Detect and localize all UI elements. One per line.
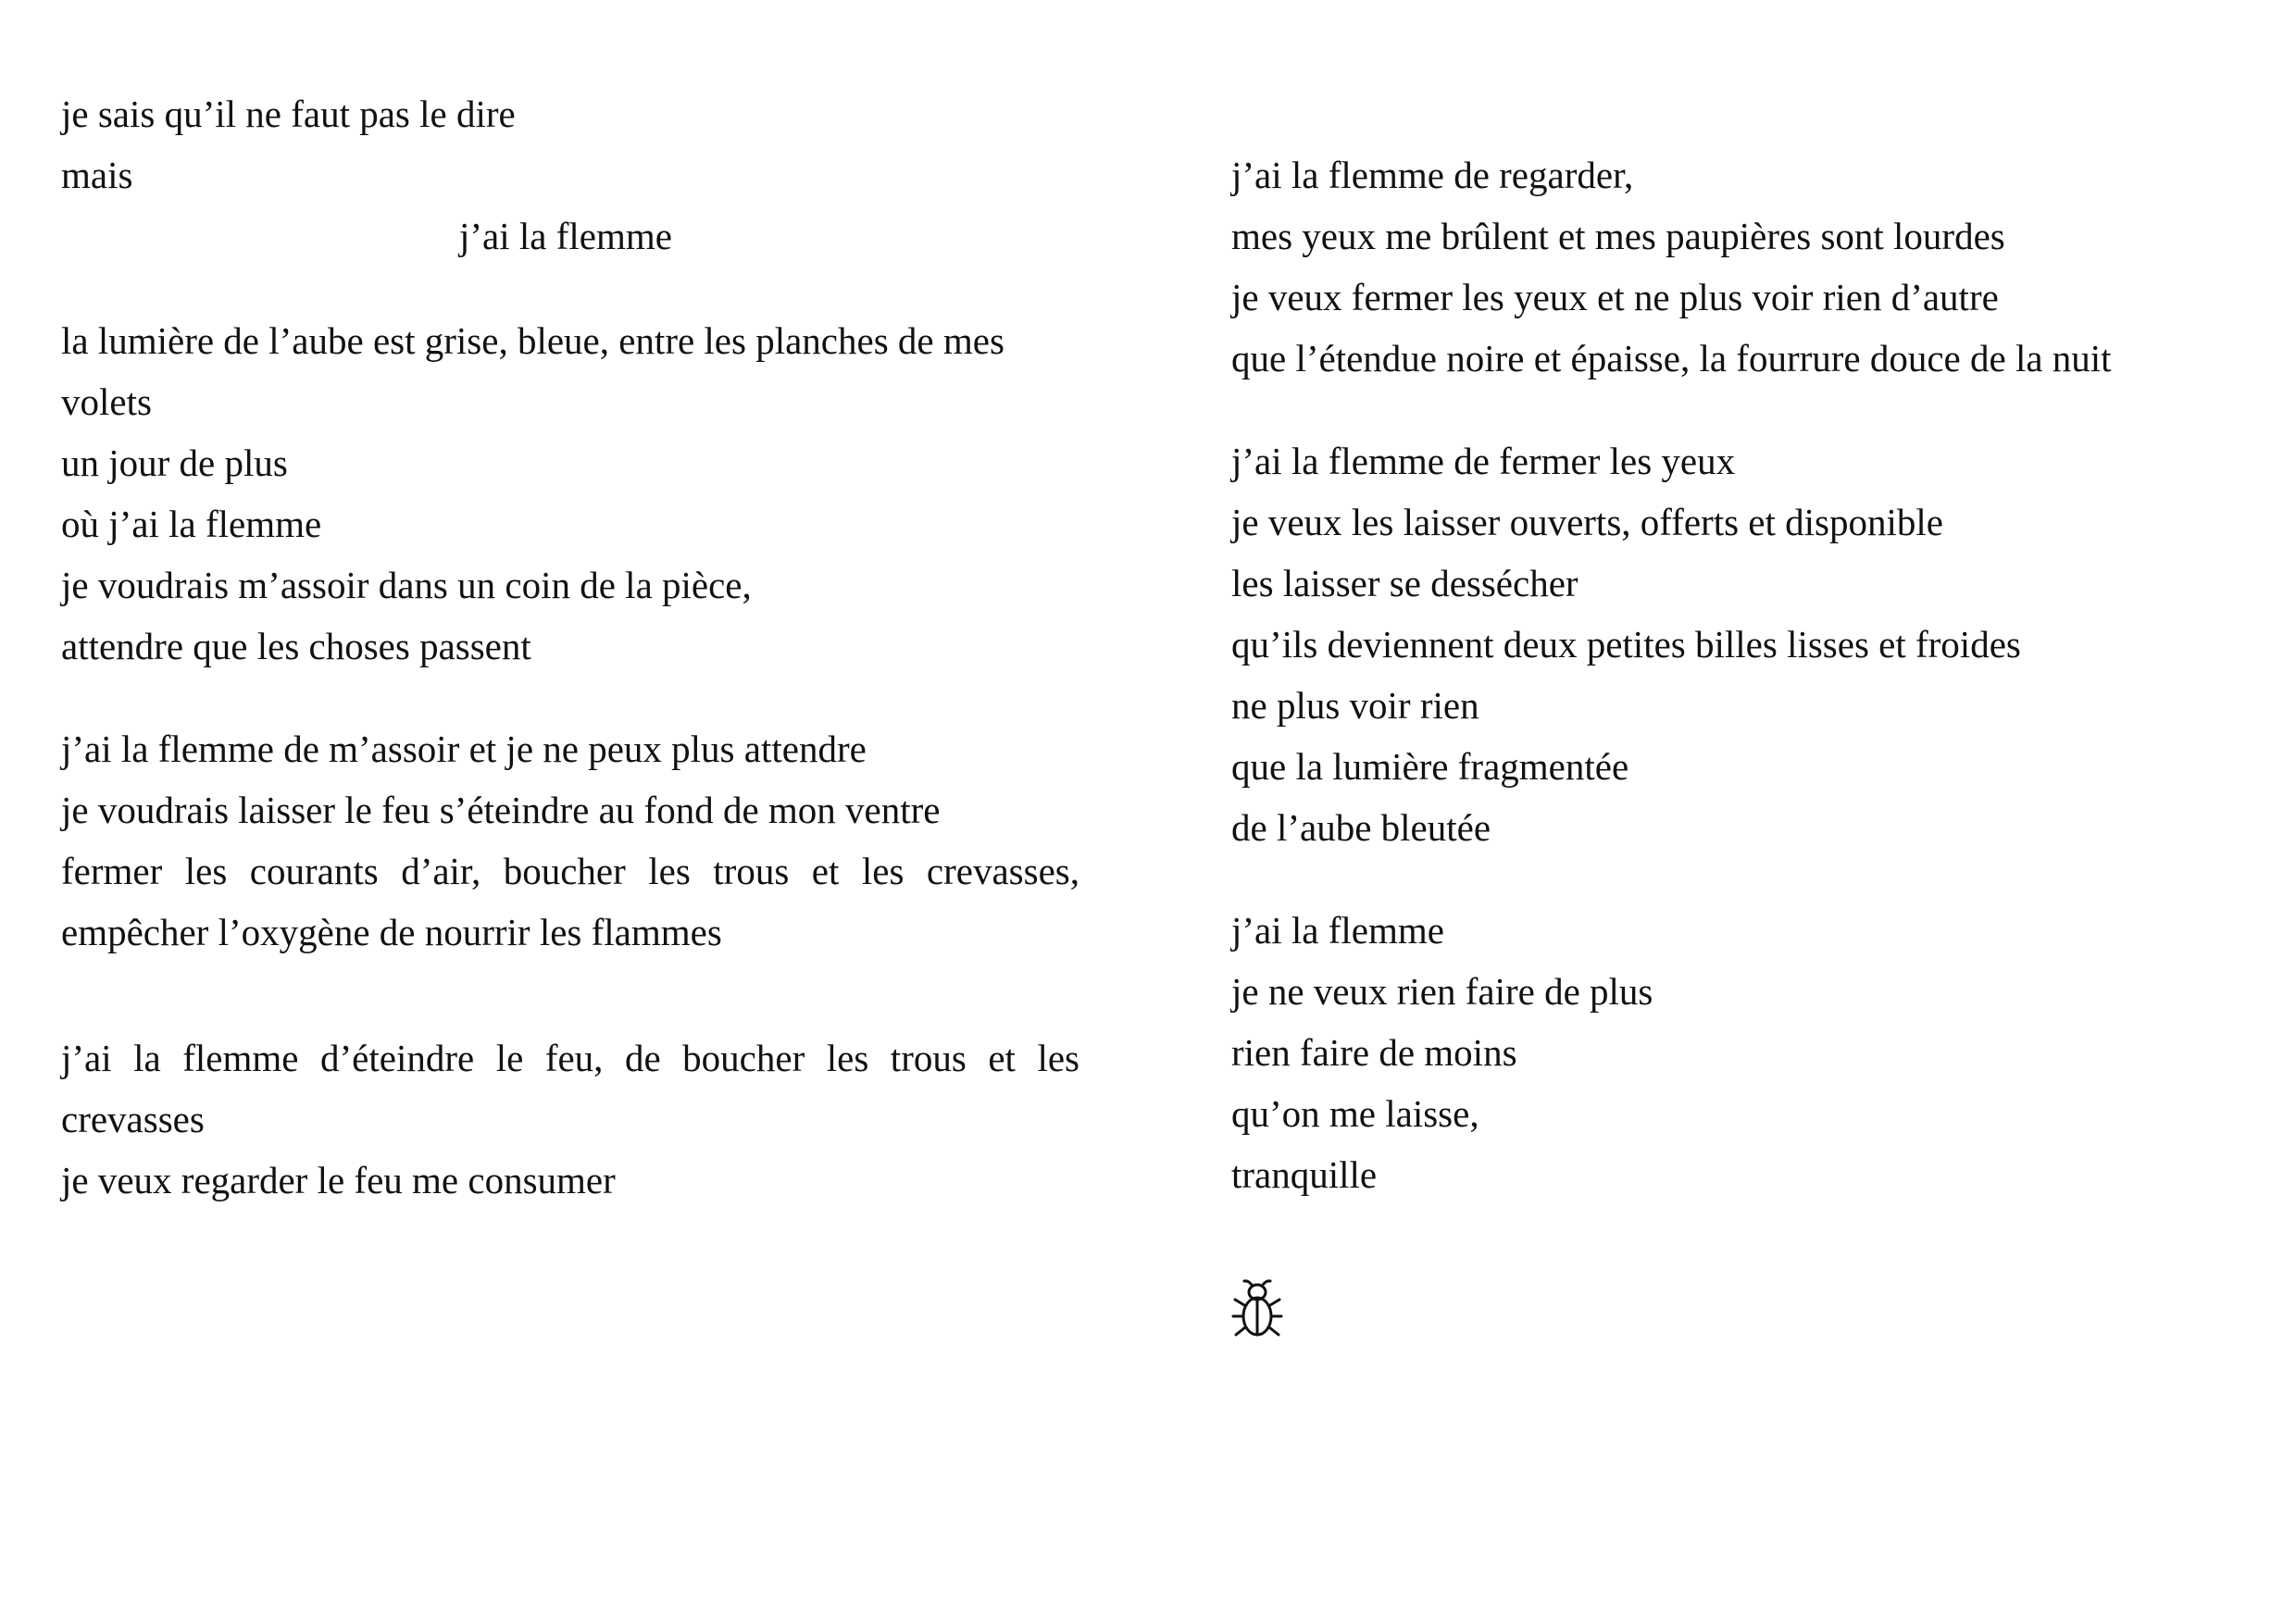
poem-line: qu’ils deviennent deux petites billes lisses et froides xyxy=(1231,623,2021,666)
poem-line: je veux regarder le feu me consumer xyxy=(61,1159,616,1201)
poem-line: j’ai la flemme d’éteindre le feu, de boucher les trous et les xyxy=(61,1037,1079,1079)
stanza xyxy=(61,83,1079,267)
poem-line: rien faire de moins xyxy=(1231,1031,1517,1074)
poem-line: mes yeux me brûlent et mes paupières sont lourdes xyxy=(1231,215,2005,257)
poem-line: fermer les courants d’air, boucher les trous et les crevasses, xyxy=(61,850,1079,892)
poem-line: qu’on me laisse, xyxy=(1231,1092,1479,1135)
stanza xyxy=(1231,430,2277,858)
stanza xyxy=(1231,900,2277,1205)
poem-line: crevasses xyxy=(61,1098,205,1140)
poem-line: de l’aube bleutée xyxy=(1231,806,1491,849)
poem-line: j’ai la flemme xyxy=(459,215,672,257)
poem-line: mais xyxy=(61,154,133,196)
poem-line: je veux fermer les yeux et ne plus voir rien d’autre xyxy=(1231,276,1999,318)
stanza xyxy=(61,310,1079,677)
poem-line: un jour de plus xyxy=(61,442,288,484)
stanza xyxy=(1231,144,2277,389)
poem-line: je veux les laisser ouverts, offerts et disponible xyxy=(1231,501,1943,543)
poem-line: je sais qu’il ne faut pas le dire xyxy=(61,93,516,135)
poem-line: je voudrais m’assoir dans un coin de la pièce, xyxy=(61,564,752,606)
poem-line: j’ai la flemme xyxy=(1231,909,1444,952)
beetle-icon xyxy=(1231,1277,1283,1342)
poem-line: j’ai la flemme de m’assoir et je ne peux plus attendre xyxy=(61,728,867,770)
poem-line: les laisser se dessécher xyxy=(1231,562,1578,604)
poem-line: je ne veux rien faire de plus xyxy=(1231,970,1653,1013)
poem-line: j’ai la flemme de regarder, xyxy=(1231,154,1634,196)
poem-line: ne plus voir rien xyxy=(1231,684,1479,727)
poem-line: la lumière de l’aube est grise, bleue, entre les planches de mes xyxy=(61,319,1004,362)
stanza xyxy=(61,718,1079,963)
poem-line: empêcher l’oxygène de nourrir les flammes xyxy=(61,911,722,953)
poem-line: où j’ai la flemme xyxy=(61,503,322,545)
stanza xyxy=(61,1027,1079,1211)
poem-line: que la lumière fragmentée xyxy=(1231,745,1629,788)
poem-line: je voudrais laisser le feu s’éteindre au fond de mon ventre xyxy=(61,789,941,831)
poem-line: tranquille xyxy=(1231,1153,1378,1196)
poem-line: volets xyxy=(61,380,152,423)
poem-line: que l’étendue noire et épaisse, la fourrure douce de la nuit xyxy=(1231,337,2112,380)
poem-line: j’ai la flemme de fermer les yeux xyxy=(1231,440,1736,482)
poem-line: attendre que les choses passent xyxy=(61,625,531,667)
